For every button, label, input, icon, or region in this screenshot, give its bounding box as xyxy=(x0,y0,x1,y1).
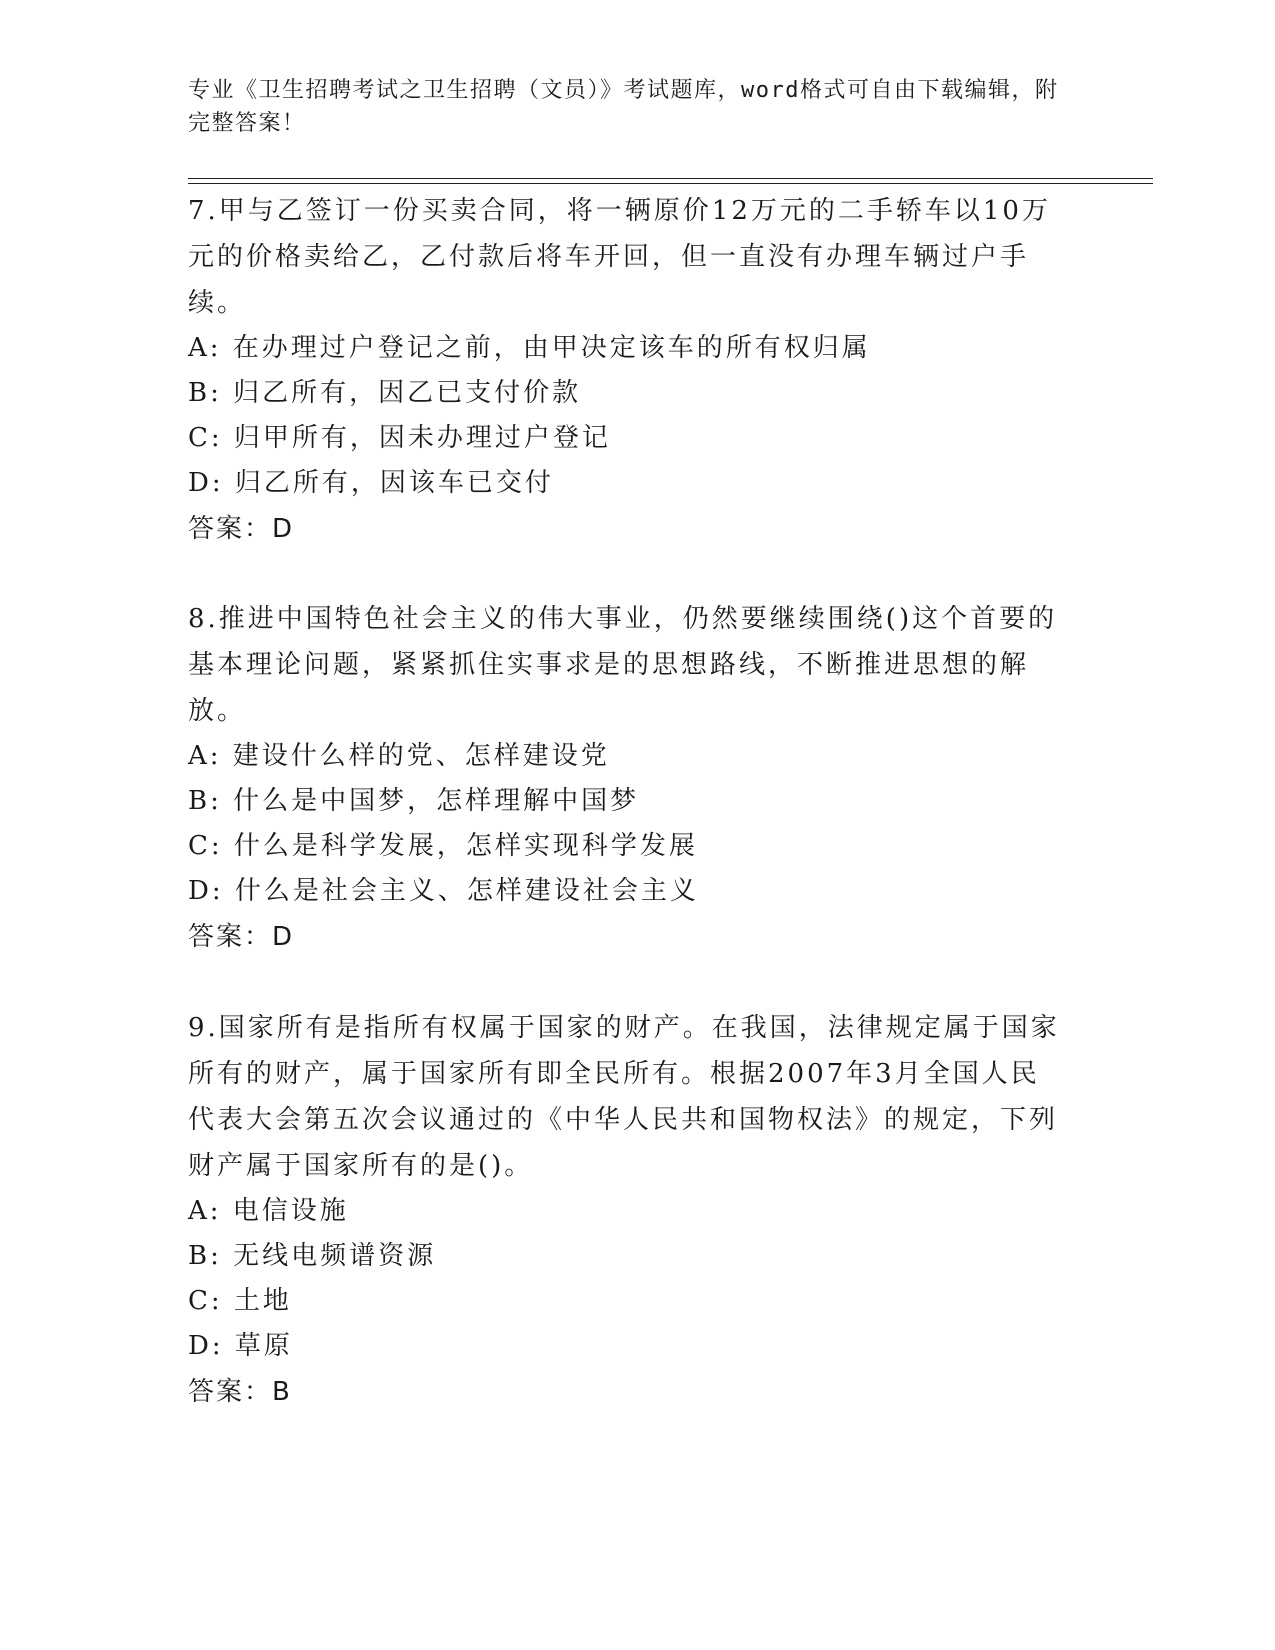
option-d: D: 草原 xyxy=(188,1331,293,1361)
header-divider-line xyxy=(188,178,1153,179)
option-c: C: 土地 xyxy=(188,1286,292,1316)
answer: 答案：B xyxy=(188,1377,292,1407)
option-b: B: 无线电频谱资源 xyxy=(188,1241,437,1271)
option-a: A: 电信设施 xyxy=(188,1196,349,1226)
option-d: D: 什么是社会主义、怎样建设社会主义 xyxy=(188,876,699,906)
option-a: A: 建设什么样的党、怎样建设党 xyxy=(188,741,610,771)
answer: 答案：D xyxy=(188,514,295,544)
question-8 xyxy=(188,596,1068,960)
option-d: D: 归乙所有，因该车已交付 xyxy=(188,468,554,498)
question-stem: 9.国家所有是指所有权属于国家的财产。在我国，法律规定属于国家所有的财产，属于国家所有即全民所有。根据2007年3月全国人民代表大会第五次会议通过的《中华人民共和国物权法》的规定，下列财产属于国家所有的是()。 xyxy=(188,1013,1060,1181)
document-header: 专业《卫生招聘考试之卫生招聘（文员）》考试题库，word格式可自由下载编辑，附完整答案！ xyxy=(188,78,1059,136)
question-stem: 7.甲与乙签订一份买卖合同，将一辆原价12万元的二手轿车以10万元的价格卖给乙，乙付款后将车开回，但一直没有办理车辆过户手续。 xyxy=(188,196,1051,318)
option-a: A: 在办理过户登记之前，由甲决定该车的所有权归属 xyxy=(188,333,871,363)
option-b: B: 什么是中国梦，怎样理解中国梦 xyxy=(188,786,640,816)
option-c: C: 什么是科学发展，怎样实现科学发展 xyxy=(188,831,698,861)
question-7 xyxy=(188,188,1068,552)
question-stem: 8.推进中国特色社会主义的伟大事业，仍然要继续围绕()这个首要的基本理论问题，紧紧抓住实事求是的思想路线，不断推进思想的解放。 xyxy=(188,604,1058,726)
header-divider-line-double xyxy=(188,183,1153,184)
option-b: B: 归乙所有，因乙已支付价款 xyxy=(188,378,582,408)
option-c: C: 归甲所有，因未办理过户登记 xyxy=(188,423,611,453)
answer: 答案：D xyxy=(188,922,295,952)
question-9 xyxy=(188,1005,1068,1415)
